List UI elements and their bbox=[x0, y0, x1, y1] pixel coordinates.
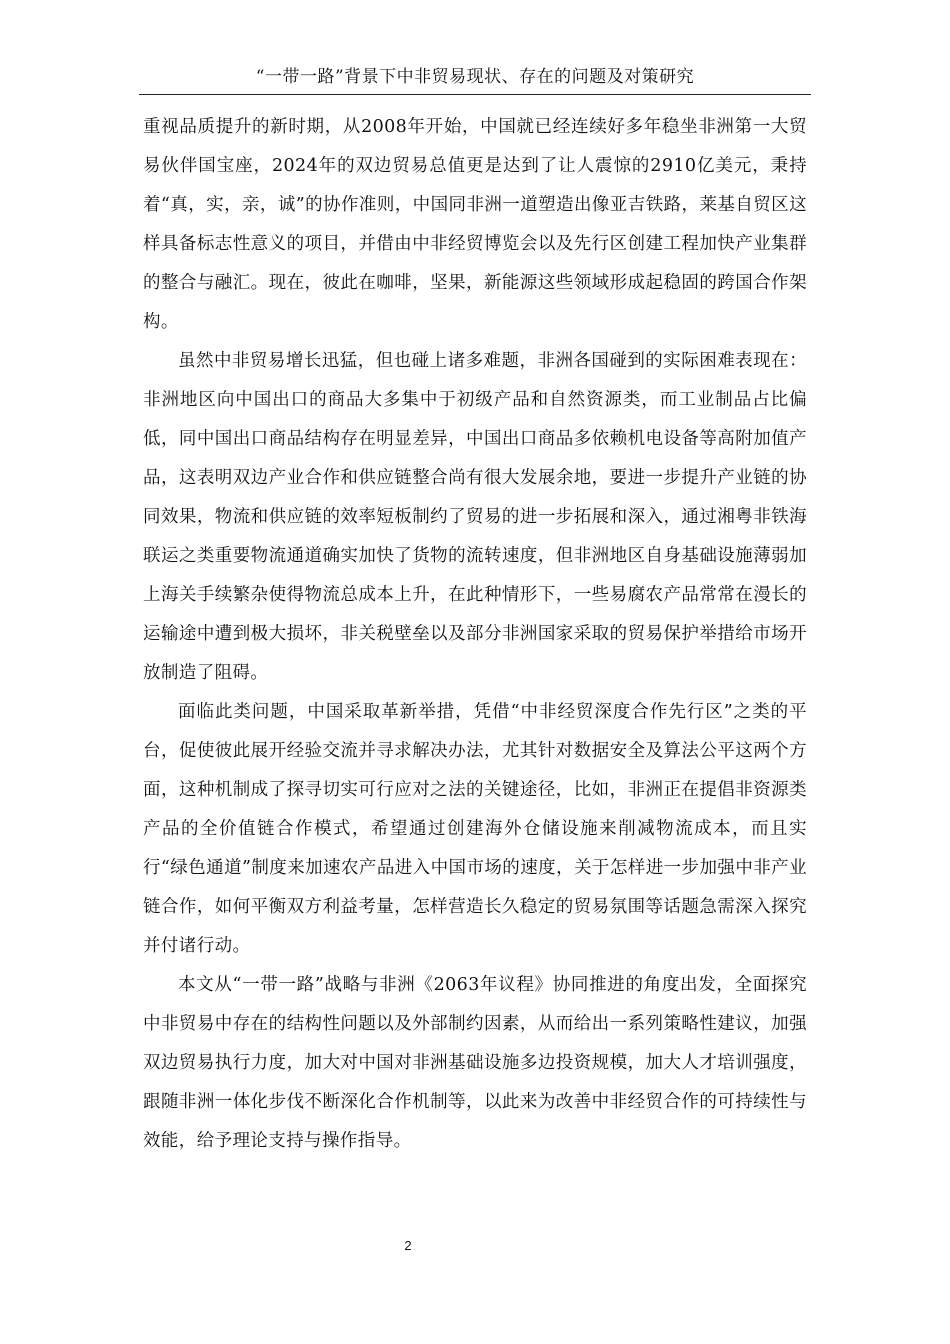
body-text bbox=[143, 108, 807, 1161]
page-number: 2 bbox=[404, 1238, 412, 1253]
paragraph: 面临此类问题，中国采取革新举措，凭借“中非经贸深度合作先行区”之类的平台，促使彼此展开经验交流并寻求解决办法，尤其针对数据安全及算法公平这两个方面，这种机制成了探寻切实可行应对之法的关键途径，比如，非洲正在提倡非资源类产品的全价值链合作模式，希望通过创建海外仓储设施来削减物流成本，而且实行“绿色通道”制度来加速农产品进入中国市场的速度，关于怎样进一步加强中非产业链合作，如何平衡双方利益考量，怎样营造长久稳定的贸易氛围等话题急需深入探究并付诸行动。 bbox=[143, 702, 807, 956]
paragraph-continued: 重视品质提升的新时期，从2008年开始，中国就已经连续好多年稳坐非洲第一大贸易伙伴国宝座，2024年的双边贸易总值更是达到了让人震惊的2910亿美元，秉持着“真，实，亲，诚”的协作准则，中国同非洲一道塑造出像亚吉铁路，莱基自贸区这样具备标志性意义的项目，并借由中非经贸博览会以及先行区创建工程加快产业集群的整合与融汇。现在，彼此在咖啡，坚果，新能源这些领域形成起稳固的跨国合作架构。 bbox=[143, 117, 807, 332]
header-divider bbox=[139, 94, 811, 95]
running-header: “一带一路”背景下中非贸易现状、存在的问题及对策研究 bbox=[255, 67, 695, 87]
paragraph: 本文从“一带一路”战略与非洲《2063年议程》协同推进的角度出发，全面探究中非贸易中存在的结构性问题以及外部制约因素，从而给出一系列策略性建议，加强双边贸易执行力度，加大对中国对非洲基础设施多边投资规模，加大人才培训强度，跟随非洲一体化步伐不断深化合作机制等，以此来为改善中非经贸合作的可持续性与效能，给予理论支持与操作指导。 bbox=[143, 975, 807, 1151]
paragraph: 虽然中非贸易增长迅猛，但也碰上诸多难题，非洲各国碰到的实际困难表现在：非洲地区向中国出口的商品大多集中于初级产品和自然资源类，而工业制品占比偏低，同中国出口商品结构存在明显差异，中国出口商品多依赖机电设备等高附加值产品，这表明双边产业合作和供应链整合尚有很大发展余地，要进一步提升产业链的协同效果，物流和供应链的效率短板制约了贸易的进一步拓展和深入，通过湘粤非铁海联运之类重要物流通道确实加快了货物的流转速度，但非洲地区自身基础设施薄弱加上海关手续繁杂使得物流总成本上升，在此种情形下，一些易腐农产品常常在漫长的运输途中遭到极大损坏，非关税壁垒以及部分非洲国家采取的贸易保护举措给市场开放制造了阻碍。 bbox=[143, 351, 807, 683]
